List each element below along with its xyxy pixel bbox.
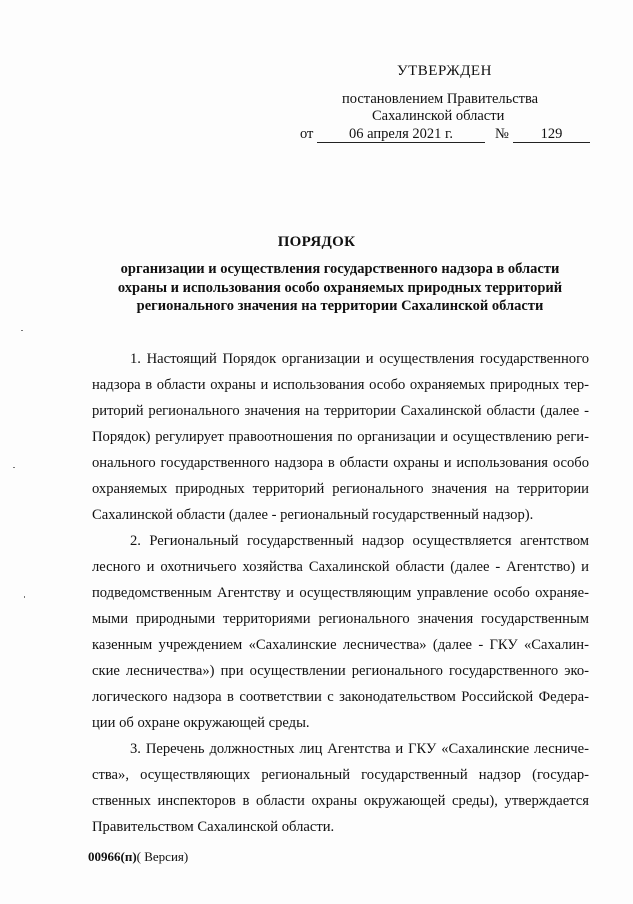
scan-speck bbox=[24, 596, 25, 598]
paragraph-1: 1. Настоящий Порядок организации и осуществления государственного надзора в области охраны и использования особо охраняемых природных территорий регионального значения на территории Сахалинской области (далее - Порядок) регулирует правоотношения по организации и осуществлению регионального государственного надзора в области охраны и использования особо охраняемых природных территорий регионального значения на территории Сахалинской области (далее - региональный государственный надзор). bbox=[92, 351, 589, 523]
approval-region-line: Сахалинской области bbox=[372, 108, 505, 124]
scan-speck bbox=[13, 467, 15, 468]
approval-date: 06 апреля 2021 г. bbox=[317, 125, 485, 143]
document-code: 00966(п) bbox=[88, 849, 137, 864]
paragraph-3: 3. Перечень должностных лиц Агентства и ГКУ «Сахалинские лесничества», осуществляющих региональный государственный надзор (государственных инспекторов в области охраны окружающей среды), утверждается Правительством Сахалинской области. bbox=[92, 741, 589, 835]
document-subheading: организации и осуществления государственного надзора в области охраны и использования особо охраняемых природных территорий регионального значения на территории Сахалинской области bbox=[117, 261, 563, 314]
document-version-label: ( Версия) bbox=[136, 849, 189, 864]
paragraph-2: 2. Региональный государственный надзор осуществляется агентством лесного и охотничьего хозяйства Сахалинской области (далее - Агентство) и подведомственным Агентству и осуществляющим управление особо охраняемыми природными территориями регионального значения государственным казенным учреждением «Сахалинские лесничества» (далее - ГКУ «Сахалинские лесничества») при осуществлении регионального государственного экологического надзора в соответствии с законодательством Российской Федерации об охране окружающей среды. bbox=[92, 533, 589, 731]
approval-number: 129 bbox=[513, 125, 590, 143]
approval-date-number-line bbox=[300, 125, 600, 145]
approval-title: УТВЕРЖДЕН bbox=[397, 63, 492, 79]
document-heading: ПОРЯДОК bbox=[277, 234, 356, 250]
scan-speck bbox=[21, 330, 23, 331]
date-prefix-label: от bbox=[300, 126, 314, 142]
document-footer-code bbox=[88, 849, 188, 865]
number-sign-label: № bbox=[495, 126, 509, 142]
approval-authority-line: постановлением Правительства bbox=[342, 91, 539, 107]
